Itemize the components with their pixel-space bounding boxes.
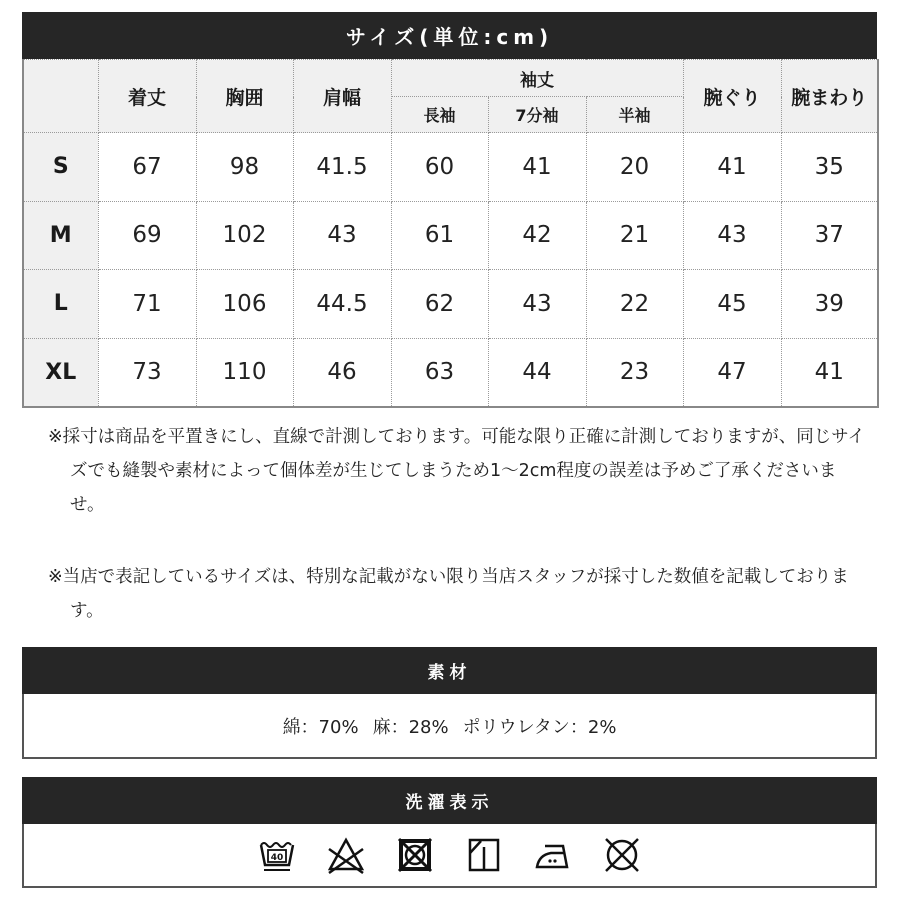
size-section-title: サイズ(単位:cm): [22, 12, 877, 59]
header-chest: 胸囲: [196, 60, 293, 133]
cell-sleeve-short: 22: [586, 270, 683, 339]
cell-chest: 98: [196, 133, 293, 202]
svg-text:40: 40: [270, 853, 284, 863]
material-item-cotton: 綿：70%: [282, 716, 359, 738]
table-row: [23, 338, 878, 407]
cell-length: 69: [98, 201, 196, 270]
size-table: [22, 59, 879, 408]
cell-sleeve-short: 20: [586, 133, 683, 202]
size-label: S: [23, 133, 98, 202]
measurement-note: ※採寸は商品を平置きにし、直線で計測しております。可能な限り正確に計測しておりますが、同じサイズでも縫製や素材によって個体差が生じてしまうため1～2cm程度の誤差は予めご了承くださいませ。: [48, 427, 866, 515]
cell-length: 73: [98, 338, 196, 407]
cell-armhole: 43: [683, 201, 781, 270]
corner-cell: [23, 60, 98, 133]
drip-dry-shade-icon: [462, 835, 506, 875]
cell-chest: 110: [196, 338, 293, 407]
no-tumble-dry-icon: [393, 835, 437, 875]
cell-chest: 106: [196, 270, 293, 339]
size-label: L: [23, 270, 98, 339]
header-sleeve-short: 半袖: [586, 97, 683, 133]
cell-sleeve-long: 61: [391, 201, 488, 270]
care-section-title: 洗濯表示: [22, 777, 877, 824]
material-item-polyurethane: ポリウレタン：2%: [462, 716, 617, 738]
wash-40-icon: [255, 835, 299, 875]
cell-sleeve-three-quarter: 41: [488, 133, 586, 202]
header-sleeve-long: 長袖: [391, 97, 488, 133]
iron-medium-icon: [531, 835, 575, 875]
table-row: [23, 133, 878, 202]
cell-armhole: 41: [683, 133, 781, 202]
cell-sleeve-three-quarter: 42: [488, 201, 586, 270]
cell-length: 71: [98, 270, 196, 339]
header-sleeve-three-quarter: 7分袖: [488, 97, 586, 133]
cell-armhole: 47: [683, 338, 781, 407]
material-section-title: 素材: [22, 647, 877, 694]
cell-sleeve-long: 62: [391, 270, 488, 339]
material-composition: [22, 694, 877, 759]
header-armhole: 腕ぐり: [683, 60, 781, 133]
table-row: [23, 201, 878, 270]
cell-sleeve-short: 23: [586, 338, 683, 407]
cell-sleeve-three-quarter: 44: [488, 338, 586, 407]
cell-arm-circumference: 39: [781, 270, 878, 339]
size-label: M: [23, 201, 98, 270]
header-length: 着丈: [98, 60, 196, 133]
header-sleeve: 袖丈: [391, 60, 683, 97]
cell-armhole: 45: [683, 270, 781, 339]
table-row: [23, 270, 878, 339]
size-source-note: ※当店で表記しているサイズは、特別な記載がない限り当店スタッフが採寸した数値を記載しております。: [48, 567, 849, 621]
no-bleach-icon: [324, 835, 368, 875]
cell-shoulder: 41.5: [293, 133, 391, 202]
cell-shoulder: 44.5: [293, 270, 391, 339]
care-symbols: [22, 824, 877, 888]
cell-arm-circumference: 35: [781, 133, 878, 202]
header-shoulder: 肩幅: [293, 60, 391, 133]
cell-shoulder: 43: [293, 201, 391, 270]
cell-sleeve-short: 21: [586, 201, 683, 270]
cell-length: 67: [98, 133, 196, 202]
cell-sleeve-three-quarter: 43: [488, 270, 586, 339]
cell-chest: 102: [196, 201, 293, 270]
cell-sleeve-long: 63: [391, 338, 488, 407]
header-arm-circumference: 腕まわり: [781, 60, 878, 133]
no-dry-clean-icon: [600, 835, 644, 875]
cell-arm-circumference: 41: [781, 338, 878, 407]
cell-sleeve-long: 60: [391, 133, 488, 202]
size-label: XL: [23, 338, 98, 407]
cell-arm-circumference: 37: [781, 201, 878, 270]
material-item-linen: 麻：28%: [372, 716, 449, 738]
cell-shoulder: 46: [293, 338, 391, 407]
